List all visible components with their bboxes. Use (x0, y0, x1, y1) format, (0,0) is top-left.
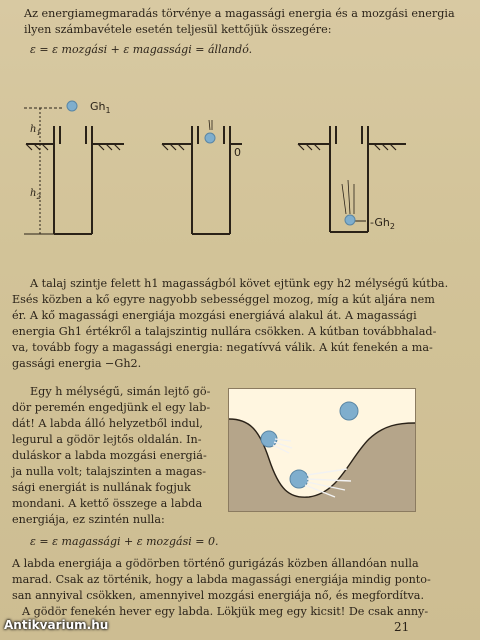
para1-line: energia Gh1 értékről a talajszintig nullára csökken. A kútban továbbhalad- (12, 325, 437, 338)
para2-line: legurul a gödör lejtős oldalán. In- (12, 433, 202, 446)
well-figure (14, 84, 424, 254)
pit-figure-frame (228, 388, 416, 512)
para2-line: energiája, ez szintén nulla: (12, 513, 165, 526)
para3-line: A gödör fenekén hever egy labda. Lökjük meg egy kicsit! De csak anny- (22, 605, 429, 618)
para1-line: Esés közben a kő egyre nagyobb sebességgel mozog, míg a kút aljára nem (12, 293, 435, 306)
para1-line: ér. A kő magassági energiája mozgási energiává alakul át. A magassági (12, 309, 417, 322)
para2-line: ja nulla volt; talajszinten a magas- (12, 465, 206, 478)
stone-3 (345, 215, 355, 225)
formula-2: ε = ε magassági + ε mozgási = 0. (30, 535, 219, 548)
stone-1 (67, 101, 77, 111)
para3-line: A labda energiája a gödörben történő gurigázás közben állandóan nulla (12, 557, 419, 570)
para2-line: sági energiát is nullának fogjuk (12, 481, 191, 494)
label-h1: $h_1$ (30, 124, 41, 137)
label-gh1: $Gh_1$ (90, 100, 111, 115)
pit-figure (229, 389, 415, 511)
label-minus-gh2: $-Gh_2$ (370, 216, 395, 231)
para2-line: duláskor a labda mozgási energiá- (12, 449, 207, 462)
intro-line-1: Az energiamegmaradás törvénye a magassági energia és a mozgási energia (24, 7, 455, 20)
page-number: 21 (394, 620, 410, 634)
label-h2: $h_2$ (30, 188, 41, 201)
well-2 (162, 120, 242, 234)
para1-line: va, tovább fogy a magassági energia: negatívvá válik. A kút fenekén a ma- (12, 341, 433, 354)
para2-line: Egy h mélységű, simán lejtő gö- (30, 385, 211, 398)
well-1 (24, 108, 124, 234)
label-zero: 0 (234, 146, 241, 159)
para2-line: dör peremén engedjünk el egy lab- (12, 401, 211, 414)
stone-2 (205, 133, 215, 143)
para3-line: san annyival csökken, amennyivel mozgási energiája nő, és megfordítva. (12, 589, 425, 602)
para1-line: gassági energia −Gh2. (12, 357, 142, 370)
ball-top (340, 402, 358, 420)
ball-middle (261, 431, 277, 447)
para2-line: mondani. A kettő összege a labda (12, 497, 203, 510)
para1-line: A talaj szintje felett h1 magasságból követ ejtünk egy h2 mélységű kútba. (30, 277, 449, 290)
intro-line-2: ilyen számbavétele esetén teljesül kettőjük összegére: (24, 23, 332, 36)
para3-line: marad. Csak az történik, hogy a labda magassági energiája mindig ponto- (12, 573, 431, 586)
para2-line: dát! A labda álló helyzetből indul, (12, 417, 203, 430)
intro-formula: ε = ε mozgási + ε magassági = állandó. (30, 43, 253, 56)
watermark: Antikvarium.hu (4, 618, 109, 632)
